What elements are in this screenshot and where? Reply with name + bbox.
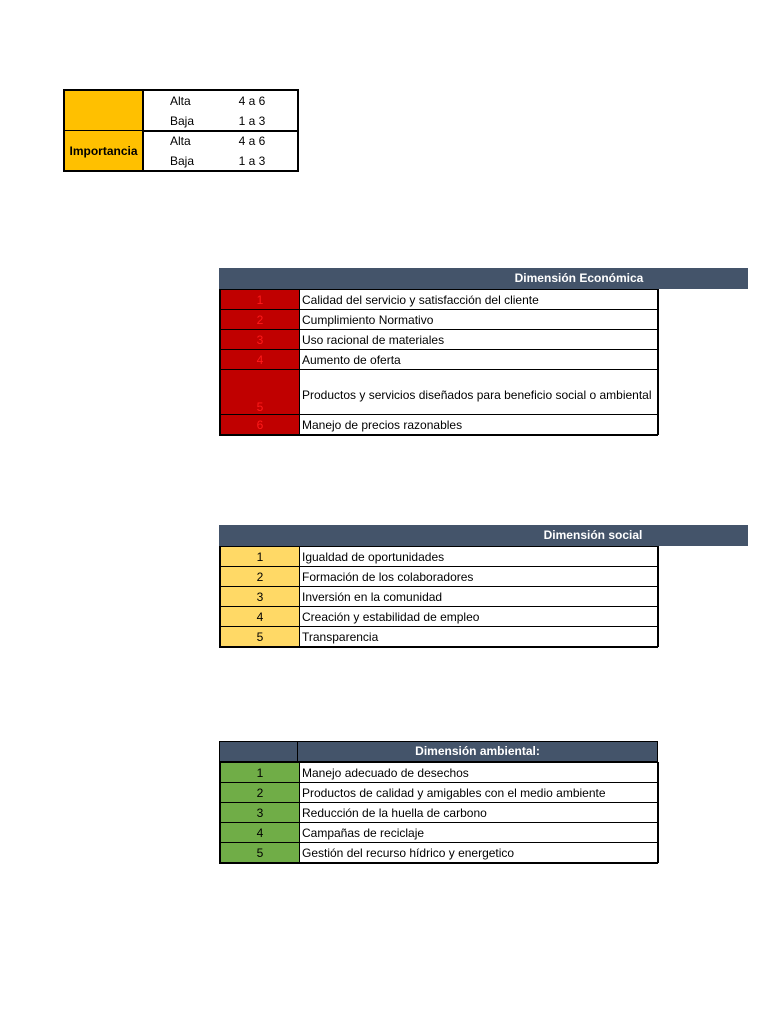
importance-level: Alta	[170, 94, 191, 108]
item-number: 4	[221, 350, 300, 370]
item-text: Manejo de precios razonables	[300, 415, 659, 435]
table-row	[221, 783, 659, 803]
table-row	[221, 823, 659, 843]
item-text: Productos y servicios diseñados para beneficio social o ambiental	[300, 370, 659, 415]
item-text: Creación y estabilidad de empleo	[300, 607, 659, 627]
item-text: Uso racional de materiales	[300, 330, 659, 350]
table-row	[221, 290, 659, 310]
importance-rows	[144, 91, 297, 170]
social-header-extension	[658, 525, 748, 546]
item-text: Productos de calidad y amigables con el medio ambiente	[300, 783, 659, 803]
economic-dimension-table	[219, 268, 658, 436]
item-text: Reducción de la huella de carbono	[300, 803, 659, 823]
table-row	[221, 763, 659, 783]
importance-level: Baja	[170, 154, 195, 168]
item-number: 4	[221, 607, 300, 627]
item-number: 3	[221, 587, 300, 607]
importance-table	[63, 89, 299, 172]
table-row	[221, 547, 659, 567]
table-row	[221, 370, 659, 415]
importance-row	[144, 91, 297, 111]
importance-label: Importancia	[65, 131, 142, 170]
item-number: 5	[221, 370, 300, 415]
table-row	[221, 330, 659, 350]
economic-dimension-title: Dimensión Económica	[514, 271, 644, 285]
importance-range: 1 a 3	[238, 154, 266, 168]
importance-label-cell	[65, 91, 142, 170]
social-table-frame	[219, 546, 658, 648]
item-number: 1	[221, 290, 300, 310]
importance-label-top	[65, 91, 142, 131]
social-dimension-title: Dimensión social	[543, 528, 643, 542]
economic-header-extension	[658, 268, 748, 289]
environmental-table-frame	[219, 762, 658, 864]
table-row	[221, 415, 659, 435]
table-row	[221, 627, 659, 647]
item-number: 2	[221, 310, 300, 330]
item-number: 1	[221, 763, 300, 783]
item-number: 2	[221, 783, 300, 803]
item-text: Inversión en la comunidad	[300, 587, 659, 607]
item-number: 4	[221, 823, 300, 843]
item-number: 6	[221, 415, 300, 435]
table-row	[221, 350, 659, 370]
importance-row	[144, 131, 297, 151]
item-number: 2	[221, 567, 300, 587]
table-row	[221, 607, 659, 627]
social-dimension-header	[219, 525, 658, 546]
item-text: Transparencia	[300, 627, 659, 647]
table-row	[221, 567, 659, 587]
social-dimension-table	[219, 525, 658, 648]
economic-table-frame	[219, 289, 658, 436]
importance-level: Baja	[170, 114, 195, 128]
environmental-dimension-title: Dimensión ambiental:	[415, 744, 540, 758]
economic-dimension-header	[219, 268, 658, 289]
item-text: Aumento de oferta	[300, 350, 659, 370]
item-number: 3	[221, 330, 300, 350]
importance-range: 1 a 3	[238, 114, 266, 128]
item-text: Calidad del servicio y satisfacción del cliente	[300, 290, 659, 310]
importance-range: 4 a 6	[238, 94, 266, 108]
importance-row	[144, 111, 297, 131]
item-text: Manejo adecuado de desechos	[300, 763, 659, 783]
item-number: 5	[221, 627, 300, 647]
table-row	[221, 803, 659, 823]
environmental-dimension-header	[219, 741, 658, 762]
importance-row	[144, 151, 297, 171]
importance-level: Alta	[170, 134, 191, 148]
item-text: Gestión del recurso hídrico y energetico	[300, 843, 659, 863]
table-row	[221, 843, 659, 863]
item-text: Campañas de reciclaje	[300, 823, 659, 843]
importance-range: 4 a 6	[238, 134, 266, 148]
item-text: Formación de los colaboradores	[300, 567, 659, 587]
environmental-dimension-table	[219, 741, 658, 864]
item-number: 5	[221, 843, 300, 863]
item-text: Cumplimiento Normativo	[300, 310, 659, 330]
table-row	[221, 587, 659, 607]
table-row	[221, 310, 659, 330]
item-number: 1	[221, 547, 300, 567]
item-text: Igualdad de oportunidades	[300, 547, 659, 567]
item-number: 3	[221, 803, 300, 823]
